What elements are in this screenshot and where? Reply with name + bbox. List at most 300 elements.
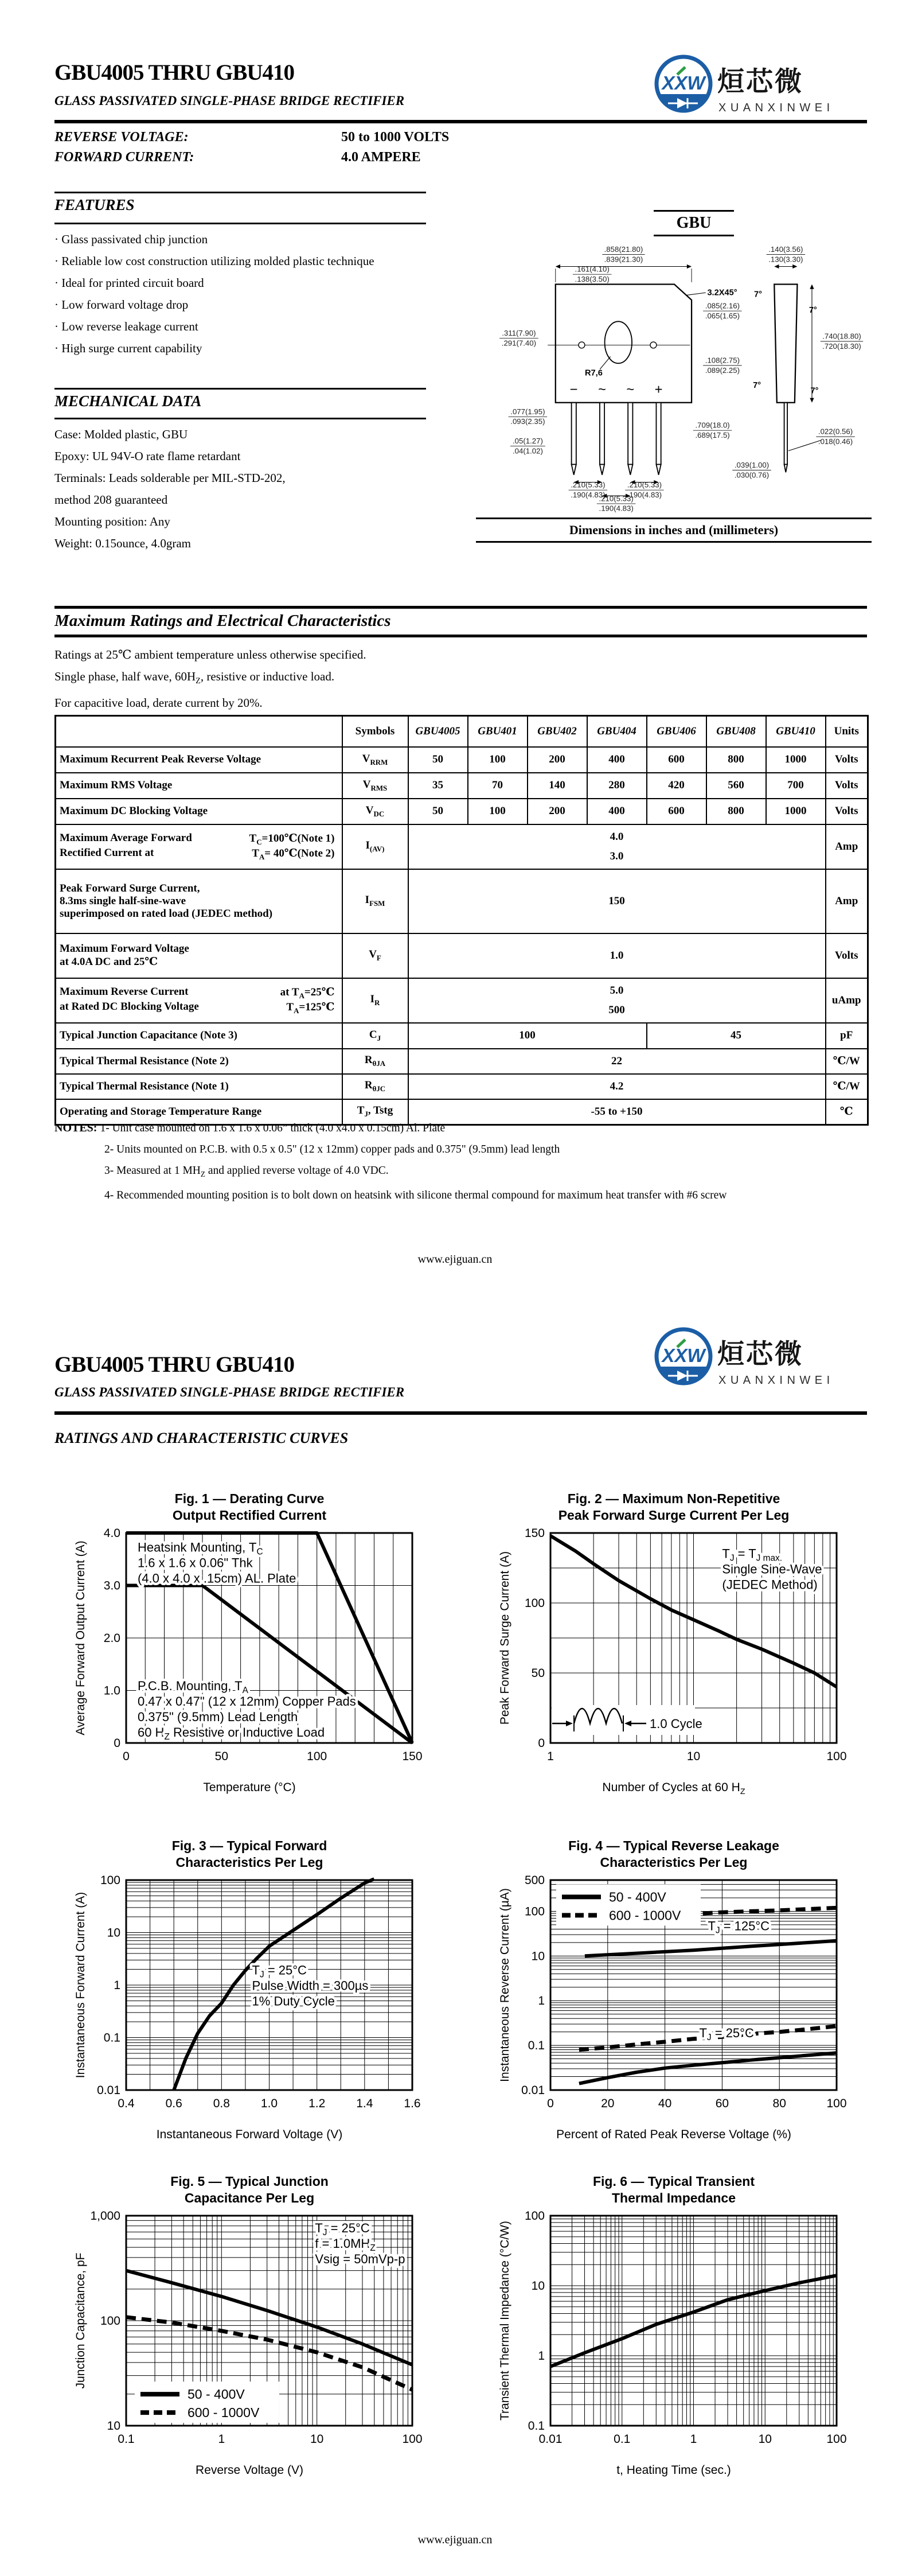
value-cell: 1.0 xyxy=(408,933,826,978)
svg-text:100: 100 xyxy=(826,2433,847,2446)
symbol-cell: $V_{DC}$ xyxy=(342,799,408,824)
value-cell: 45 xyxy=(647,1023,826,1049)
svg-text:10: 10 xyxy=(107,2419,120,2433)
brand-logo xyxy=(651,50,872,123)
ratings-table-mount xyxy=(54,715,869,1126)
svg-text:1% Duty Cycle: 1% Duty Cycle xyxy=(252,1994,335,2009)
series-50-400V-at-25C xyxy=(579,2053,837,2083)
svg-text:.311(7.90): .311(7.90) xyxy=(502,328,536,337)
svg-text:Heatsink Mounting, TC​: Heatsink Mounting, $T_C$ xyxy=(137,1540,263,1557)
svg-text:f = 1.0MHZ​: $f = 1.0MH_Z$ xyxy=(315,2236,376,2253)
svg-text:100: 100 xyxy=(826,1750,847,1763)
dimension-label xyxy=(821,332,863,350)
svg-text:Pulse Width = 300µs: Pulse Width = 300µs xyxy=(252,1978,369,1993)
dimension-label xyxy=(597,494,636,512)
value-cell: 800 xyxy=(706,747,766,773)
reverse-voltage-label: REVERSE VOLTAGE: xyxy=(54,130,189,145)
ratings-conditions xyxy=(54,644,628,714)
fig3-chart xyxy=(72,1874,427,2128)
svg-text:Instantaneous Reverse Current: Instantaneous Reverse Current (µA) xyxy=(498,1888,511,2082)
reverse-voltage-value: 50 to 1000 VOLTS xyxy=(341,130,450,145)
symbol-cell: $V_{RMS}$ xyxy=(342,773,408,799)
svg-text:0.4: 0.4 xyxy=(118,2097,135,2110)
svg-text:TJ​ = 25°C: $T_J = 25^\circ C$ xyxy=(315,2220,370,2238)
svg-text:3.0: 3.0 xyxy=(103,1579,120,1593)
feature-item: · Reliable low cost construction utilizing molded plastic technique xyxy=(54,254,374,268)
symbol-cell: $C_J$ xyxy=(342,1023,408,1049)
svg-text:10: 10 xyxy=(531,1949,545,1963)
parameter-cell: Maximum Average Forward $T_C=100℃(Note$ 1) Rectified Current at $T_A=$ 40℃(Note 2) xyxy=(56,824,342,869)
column-header: Units xyxy=(826,716,868,747)
svg-text:1.4: 1.4 xyxy=(356,2097,373,2110)
parameter-cell: Maximum DC Blocking Voltage xyxy=(56,799,342,824)
fig6-xlabel: t, Heating Time (sec.) xyxy=(616,2464,731,2477)
symbol-cell: $V_F$ xyxy=(342,933,408,978)
svg-text:0.01: 0.01 xyxy=(521,2084,545,2097)
figure-6 xyxy=(485,2173,863,2477)
page2-header-rule xyxy=(54,1411,867,1415)
series-50-400V-at-125C xyxy=(585,1941,837,1956)
svg-text:.689(17.5): .689(17.5) xyxy=(695,430,730,439)
svg-text:40: 40 xyxy=(658,2097,672,2110)
fig6-chart xyxy=(496,2210,852,2464)
logo-chinese-name: 烜芯微 xyxy=(717,66,803,96)
column-header: GBU410 xyxy=(766,716,826,747)
brand-logo-page2 xyxy=(651,1323,872,1396)
svg-text:1: 1 xyxy=(218,2433,225,2446)
ratings-heading: Maximum Ratings and Electrical Characteristics xyxy=(54,612,391,630)
svg-text:50: 50 xyxy=(214,1750,229,1763)
value-cell: 700 xyxy=(766,773,826,799)
svg-text:0: 0 xyxy=(547,2097,554,2110)
column-header: GBU4005 xyxy=(408,716,468,747)
footer-url-page2: www.ejiguan.cn xyxy=(417,2534,493,2546)
value-cell: 100 xyxy=(468,747,528,773)
features-list xyxy=(54,228,430,359)
features-rule-top xyxy=(54,192,426,193)
mechanical-line: Case: Molded plastic, GBU xyxy=(54,427,188,441)
condition-line: Single phase, half wave, $60H_Z$, resistive or inductive load. xyxy=(54,670,335,686)
svg-text:TJ​ = 125°C: $T_J = 125^\circ C$ xyxy=(708,1919,770,1936)
value-cell: 4.2 xyxy=(408,1074,826,1099)
feature-item: · Low reverse leakage current xyxy=(54,320,198,333)
dimension-label xyxy=(816,427,855,446)
svg-text:1: 1 xyxy=(690,2433,697,2446)
dimension-label xyxy=(767,246,806,263)
svg-text:7°: 7° xyxy=(753,381,761,391)
svg-text:10: 10 xyxy=(310,2433,324,2446)
svg-text:.130(3.30): .130(3.30) xyxy=(768,255,803,264)
svg-text:10: 10 xyxy=(531,2279,545,2293)
value-cell: 140 xyxy=(528,773,587,799)
svg-text:100: 100 xyxy=(100,1874,120,1887)
fig2-xlabel: Number of Cycles at 60 $H_Z$ xyxy=(602,1781,745,1797)
svg-text:.740(18.80): .740(18.80) xyxy=(822,332,861,341)
svg-text:7°: 7° xyxy=(809,305,817,315)
dimension-label xyxy=(693,421,732,439)
svg-text:100: 100 xyxy=(524,2210,545,2223)
parameter-cell: Maximum Forward Voltage at 4.0A DC and 25℃ xyxy=(56,933,342,978)
svg-text:1,000: 1,000 xyxy=(90,2210,120,2223)
logo-latin-name: XUANXINWEI xyxy=(718,1374,834,1387)
value-cell: 50 xyxy=(408,747,468,773)
column-header: GBU404 xyxy=(587,716,647,747)
feature-item: · Ideal for printed circuit board xyxy=(54,276,204,290)
svg-text:100: 100 xyxy=(524,1597,545,1610)
svg-text:.018(0.46): .018(0.46) xyxy=(818,437,853,446)
mechanical-rule-top xyxy=(54,388,426,390)
polarity-mark: ~ xyxy=(626,382,635,398)
table-row xyxy=(56,1023,868,1049)
symbol-cell: $I_{(AV)}$ xyxy=(342,824,408,869)
unit-cell: Amp xyxy=(826,824,868,869)
dimension-label xyxy=(602,246,645,263)
svg-text:0.1: 0.1 xyxy=(118,2433,135,2446)
svg-text:0.375" (9.5mm) Lead Length: 0.375" (9.5mm) Lead Length xyxy=(137,1710,298,1725)
parameter-cell: Typical Thermal Resistance (Note 2) xyxy=(56,1049,342,1074)
value-cell: 200 xyxy=(528,747,587,773)
value-cell: 560 xyxy=(706,773,766,799)
parameter-cell: Peak Forward Surge Current, 8.3ms single half-sine-wave superimposed on rated load (JEDEC method) xyxy=(56,869,342,933)
value-cell: 4.0 3.0 xyxy=(408,824,826,869)
value-cell: 35 xyxy=(408,773,468,799)
table-row xyxy=(56,869,868,933)
logo-slot-2 xyxy=(651,1338,872,1395)
curves-section-title: RATINGS AND CHARACTERISTIC CURVES xyxy=(54,1430,349,1446)
value-cell: 600 xyxy=(647,747,706,773)
value-cell: 800 xyxy=(706,799,766,824)
feature-item: · Glass passivated chip junction xyxy=(54,232,208,246)
cycle-annotation xyxy=(552,1705,702,1735)
svg-text:0.1: 0.1 xyxy=(528,2039,545,2053)
svg-text:2.0: 2.0 xyxy=(103,1632,120,1645)
ratings-table xyxy=(54,715,869,1126)
value-cell: 100 xyxy=(468,799,528,824)
svg-text:1.2: 1.2 xyxy=(308,2097,326,2110)
svg-text:10: 10 xyxy=(107,1926,120,1940)
value-cell: 420 xyxy=(647,773,706,799)
svg-text:(4.0 x 4.0 x .15cm) AL. Plate: (4.0 x 4.0 x .15cm) AL. Plate xyxy=(137,1571,296,1586)
forward-current-label: FORWARD CURRENT: xyxy=(54,150,194,165)
series-50-400V xyxy=(126,2271,412,2365)
symbol-cell: $V_{RRM}$ xyxy=(342,747,408,773)
logo-chinese-name: 烜芯微 xyxy=(717,1338,803,1369)
svg-text:50: 50 xyxy=(531,1667,545,1680)
svg-text:.210(5.33): .210(5.33) xyxy=(571,480,606,489)
svg-text:.05(1.27): .05(1.27) xyxy=(512,436,543,445)
page2-title: GBU4005 THRU GBU410 xyxy=(54,1352,294,1377)
value-cell: 400 xyxy=(587,799,647,824)
svg-text:.720(18.30): .720(18.30) xyxy=(822,341,861,351)
figure-2 xyxy=(485,1491,863,1796)
dimension-label xyxy=(703,356,742,374)
svg-text:1.6: 1.6 xyxy=(404,2097,421,2110)
svg-text:0.01: 0.01 xyxy=(97,2084,120,2097)
unit-cell: Volts xyxy=(826,799,868,824)
svg-text:TJ​ = 25°C: $T_J = 25^\circ C$ xyxy=(252,1963,307,1980)
value-cell: 5.0 500 xyxy=(408,978,826,1023)
fig6-title: Fig. 6 — Typical Transient Thermal Impedance xyxy=(592,2174,755,2205)
symbol-cell: $I_R$ xyxy=(342,978,408,1023)
feature-item: · Low forward voltage drop xyxy=(54,298,189,312)
unit-cell: uAmp xyxy=(826,978,868,1023)
table-header-row xyxy=(56,716,868,747)
svg-text:.030(0.76): .030(0.76) xyxy=(734,470,770,480)
mechanical-line: Epoxy: UL 94V-O rate flame retardant xyxy=(54,449,241,463)
page-title: GBU4005 THRU GBU410 xyxy=(54,60,294,85)
dimension-label xyxy=(510,437,545,455)
value-cell: 280 xyxy=(587,773,647,799)
feature-item: · High surge current capability xyxy=(54,341,202,355)
note-item: 4- Recommended mounting position is to bolt down on heatsink with silicone thermal compound for maximum heat transfer with #6 screw xyxy=(104,1189,727,1201)
value-cell: 50 xyxy=(408,799,468,824)
svg-text:10: 10 xyxy=(758,2433,772,2446)
svg-text:150: 150 xyxy=(524,1527,545,1540)
value-cell: 22 xyxy=(408,1049,826,1074)
svg-text:.065(1.65): .065(1.65) xyxy=(705,311,740,320)
svg-text:.210(5.33): .210(5.33) xyxy=(627,480,662,489)
fig4-xlabel: Percent of Rated Peak Reverse Voltage (%) xyxy=(556,2128,791,2141)
symbol-cell: $T_J$, Tstg xyxy=(342,1099,408,1125)
table-row xyxy=(56,824,868,869)
features-rule-bottom xyxy=(54,223,426,224)
fig4-title: Fig. 4 — Typical Reverse Leakage Characteristics Per Leg xyxy=(568,1838,779,1870)
figure-4 xyxy=(485,1838,863,2142)
mechanical-line: Weight: 0.15ounce, 4.0gram xyxy=(54,536,192,550)
mechanical-heading: MECHANICAL DATA xyxy=(54,392,202,410)
figure-5 xyxy=(60,2173,439,2477)
unit-cell: pF xyxy=(826,1023,868,1049)
svg-text:1: 1 xyxy=(547,1750,554,1763)
svg-text:R7,6: R7,6 xyxy=(584,368,603,378)
logo-monogram: XXW xyxy=(662,72,705,94)
svg-text:0.1: 0.1 xyxy=(528,2419,545,2433)
dimension-label xyxy=(732,461,771,479)
svg-text:0.1: 0.1 xyxy=(614,2433,631,2446)
svg-text:.839(21.30): .839(21.30) xyxy=(604,255,643,264)
mechanical-line: Terminals: Leads solderable per MIL-STD-202, xyxy=(54,471,286,485)
condition-line: Ratings at 25℃ ambient temperature unless otherwise specified. xyxy=(54,648,366,661)
note-item: NOTES: 1- Unit case mounted on 1.6 x 1.6 x 0.06” thick (4.0 x4.0 x 0.15cm) Al. Plate xyxy=(54,1122,446,1134)
svg-text:150: 150 xyxy=(402,1750,423,1763)
logo-svg xyxy=(651,1323,872,1393)
svg-text:Transient Thermal Impedance (°: Transient Thermal Impedance (°C/W) xyxy=(498,2220,511,2421)
svg-text:0: 0 xyxy=(538,1737,545,1750)
unit-cell: Volts xyxy=(826,773,868,799)
svg-text:100: 100 xyxy=(826,2097,847,2110)
table-row xyxy=(56,799,868,824)
features-heading: FEATURES xyxy=(54,196,135,213)
svg-text:Vsig = 50mVp-p: Vsig = 50mVp-p xyxy=(315,2251,405,2266)
svg-text:.093(2.35): .093(2.35) xyxy=(510,417,545,426)
dimension-label xyxy=(573,265,612,283)
logo-monogram: XXW xyxy=(662,1345,705,1366)
parameter-cell: Typical Thermal Resistance (Note 1) xyxy=(56,1074,342,1099)
parameter-cell: Maximum RMS Voltage xyxy=(56,773,342,799)
svg-text:.190(4.83): .190(4.83) xyxy=(571,490,606,499)
unit-cell: Volts xyxy=(826,933,868,978)
page-subtitle: GLASS PASSIVATED SINGLE-PHASE BRIDGE RECTIFIER xyxy=(54,94,405,108)
svg-text:0.8: 0.8 xyxy=(213,2097,230,2110)
note-item: 3- Measured at 1 $MH_Z$ and applied reverse voltage of 4.0 VDC. xyxy=(104,1165,389,1178)
table-row xyxy=(56,978,868,1023)
legend xyxy=(135,2382,279,2423)
legend-label: 50 - 400V xyxy=(187,2387,245,2402)
package-drawing xyxy=(467,246,869,518)
dimension-label xyxy=(509,407,548,426)
value-cell: 150 xyxy=(408,869,826,933)
fig1-chart xyxy=(72,1527,427,1781)
symbol-cell: $R_{\theta JC}$ xyxy=(342,1074,408,1099)
forward-current-value: 4.0 AMPERE xyxy=(341,150,421,165)
svg-text:P.C.B. Mounting, TA​: P.C.B. Mounting, $T_A$ xyxy=(137,1679,248,1696)
svg-text:80: 80 xyxy=(772,2097,786,2110)
unit-cell: Amp xyxy=(826,869,868,933)
value-cell: 200 xyxy=(528,799,587,824)
svg-text:0.6: 0.6 xyxy=(165,2097,182,2110)
legend-label: 600 - 1000V xyxy=(187,2405,260,2421)
mechanical-rule-bottom xyxy=(54,418,426,419)
legend-label: 50 - 400V xyxy=(608,1889,666,1905)
svg-text:100: 100 xyxy=(307,1750,327,1763)
header-rule xyxy=(54,120,867,123)
svg-text:1: 1 xyxy=(114,1979,120,1992)
polarity-mark: + xyxy=(654,382,663,398)
svg-text:7°: 7° xyxy=(810,386,819,396)
fig5-title: Fig. 5 — Typical Junction Capacitance Per Leg xyxy=(170,2174,329,2205)
symbol-cell: $I_{FSM}$ xyxy=(342,869,408,933)
figure-3 xyxy=(60,1838,439,2142)
svg-text:1: 1 xyxy=(538,1994,545,2008)
mechanical-list xyxy=(54,423,444,554)
svg-text:60: 60 xyxy=(715,2097,729,2110)
value-cell: 70 xyxy=(468,773,528,799)
svg-text:.140(3.56): .140(3.56) xyxy=(768,246,803,254)
note-item: 2- Units mounted on P.C.B. with 0.5 x 0.5" (12 x 12mm) copper pads and 0.375" (9.5mm) lead length xyxy=(104,1143,560,1155)
parameter-cell: Operating and Storage Temperature Range xyxy=(56,1099,342,1125)
fig4-chart xyxy=(496,1874,852,2128)
grid-lines xyxy=(550,2216,837,2426)
value-cell: 1000 xyxy=(766,747,826,773)
svg-text:3.2X45°: 3.2X45° xyxy=(707,288,737,298)
fig1-xlabel: Temperature (°C) xyxy=(203,1781,296,1794)
fig3-title: Fig. 3 — Typical Forward Characteristics Per Leg xyxy=(171,1838,327,1870)
symbol-cell: $R_{\theta JA}$ xyxy=(342,1049,408,1074)
parameter-cell: Maximum Reverse Current at $T_A=25℃$ at Rated DC Blocking Voltage $T_A=125℃$ xyxy=(56,978,342,1023)
logo-svg xyxy=(651,50,872,120)
svg-text:.039(1.00): .039(1.00) xyxy=(734,460,770,469)
svg-text:.108(2.75): .108(2.75) xyxy=(705,356,740,365)
fig5-chart xyxy=(72,2210,427,2464)
fig1-title: Fig. 1 — Derating Curve Output Rectified Current xyxy=(172,1491,327,1523)
fig2-chart xyxy=(496,1527,852,1781)
svg-text:1: 1 xyxy=(538,2349,545,2363)
svg-text:0.1: 0.1 xyxy=(103,2031,120,2045)
svg-text:7°: 7° xyxy=(753,290,762,299)
polarity-mark: − xyxy=(569,382,578,398)
table-row xyxy=(56,1074,868,1099)
value-cell: 400 xyxy=(587,747,647,773)
value-cell: -55 to +150 xyxy=(408,1099,826,1125)
svg-text:Instantaneous Forward Current: Instantaneous Forward Current (A) xyxy=(74,1892,87,2079)
logo-latin-name: XUANXINWEI xyxy=(718,102,834,114)
table-row xyxy=(56,933,868,978)
mechanical-line: Mounting position: Any xyxy=(54,515,170,528)
column-header: GBU401 xyxy=(468,716,528,747)
svg-text:0.47 x 0.47" (12 x 12mm) Coppe: 0.47 x 0.47" (12 x 12mm) Copper Pads xyxy=(137,1694,356,1709)
svg-text:4.0: 4.0 xyxy=(103,1527,120,1540)
fig2-title: Fig. 2 — Maximum Non-Repetitive Peak Forward Surge Current Per Leg xyxy=(558,1491,790,1523)
column-header: Symbols xyxy=(342,716,408,747)
svg-text:0.01: 0.01 xyxy=(538,2433,563,2446)
table-row xyxy=(56,773,868,799)
svg-text:0: 0 xyxy=(123,1750,130,1763)
unit-cell: ℃/W xyxy=(826,1074,868,1099)
svg-text:10: 10 xyxy=(686,1750,701,1763)
parameter-cell: Typical Junction Capacitance (Note 3) xyxy=(56,1023,342,1049)
svg-text:TJ​ = 25°C: $T_J = 25^\circ C$ xyxy=(699,2026,754,2043)
column-header: GBU406 xyxy=(647,716,706,747)
ratings-rule-bottom xyxy=(54,635,867,637)
legend-label: 600 - 1000V xyxy=(608,1908,681,1923)
svg-text:Junction Capacitance, pF: Junction Capacitance, pF xyxy=(74,2252,87,2389)
svg-text:500: 500 xyxy=(524,1874,545,1887)
svg-text:.709(18.0): .709(18.0) xyxy=(695,421,730,430)
fig3-xlabel: Instantaneous Forward Voltage (V) xyxy=(156,2128,343,2141)
svg-text:60 HZ​ Resistive or Inductive: 60 $H_Z$ Resistive or Inductive Load xyxy=(137,1725,325,1742)
column-header xyxy=(56,716,342,747)
svg-text:20: 20 xyxy=(601,2097,615,2110)
svg-text:100: 100 xyxy=(524,1905,545,1919)
svg-text:.291(7.40): .291(7.40) xyxy=(501,338,537,348)
unit-cell: ℃ xyxy=(826,1099,868,1125)
value-cell: 600 xyxy=(647,799,706,824)
notes-label: NOTES: xyxy=(54,1122,100,1134)
svg-text:TJ​ = TJ max.​: $T_J = T_{J max.}$ xyxy=(722,1546,783,1563)
dimensions-caption: Dimensions in inches and (millimeters) xyxy=(476,517,872,543)
page2-subtitle: GLASS PASSIVATED SINGLE-PHASE BRIDGE RECTIFIER xyxy=(54,1385,405,1399)
svg-text:Average Forward Output Current: Average Forward Output Current (A) xyxy=(74,1540,87,1736)
svg-text:Peak Forward Surge Current (A): Peak Forward Surge Current (A) xyxy=(498,1551,511,1725)
series-600-1000V xyxy=(126,2317,412,2390)
notes-block xyxy=(54,1118,880,1206)
svg-text:.022(0.56): .022(0.56) xyxy=(818,427,853,436)
table-row xyxy=(56,1049,868,1074)
svg-text:.077(1.95): .077(1.95) xyxy=(510,407,545,416)
svg-text:.138(3.50): .138(3.50) xyxy=(575,274,610,283)
mechanical-line: method 208 guaranteed xyxy=(54,493,168,507)
dimension-label xyxy=(499,329,538,347)
unit-cell: ℃/W xyxy=(826,1049,868,1074)
condition-line: For capacitive load, derate current by 20%. xyxy=(54,696,263,710)
cycle-label: 1.0 Cycle xyxy=(650,1717,702,1731)
svg-text:.858(21.80): .858(21.80) xyxy=(604,246,643,254)
svg-text:.161(4.10): .161(4.10) xyxy=(575,264,610,274)
fig5-xlabel: Reverse Voltage (V) xyxy=(196,2464,303,2477)
legend xyxy=(556,1884,701,1925)
svg-text:.190(4.83): .190(4.83) xyxy=(599,504,634,513)
value-cell: 100 xyxy=(408,1023,647,1049)
svg-text:1.0: 1.0 xyxy=(103,1684,120,1698)
table-row xyxy=(56,747,868,773)
svg-text:.210(5.33): .210(5.33) xyxy=(599,494,634,503)
svg-text:(JEDEC Method): (JEDEC Method) xyxy=(722,1577,818,1592)
polarity-mark: ~ xyxy=(598,382,606,398)
dimension-label xyxy=(703,302,742,320)
svg-text:.085(2.16): .085(2.16) xyxy=(705,301,740,310)
svg-text:.089(2.25): .089(2.25) xyxy=(705,365,740,375)
ratings-rule-top xyxy=(54,606,867,609)
